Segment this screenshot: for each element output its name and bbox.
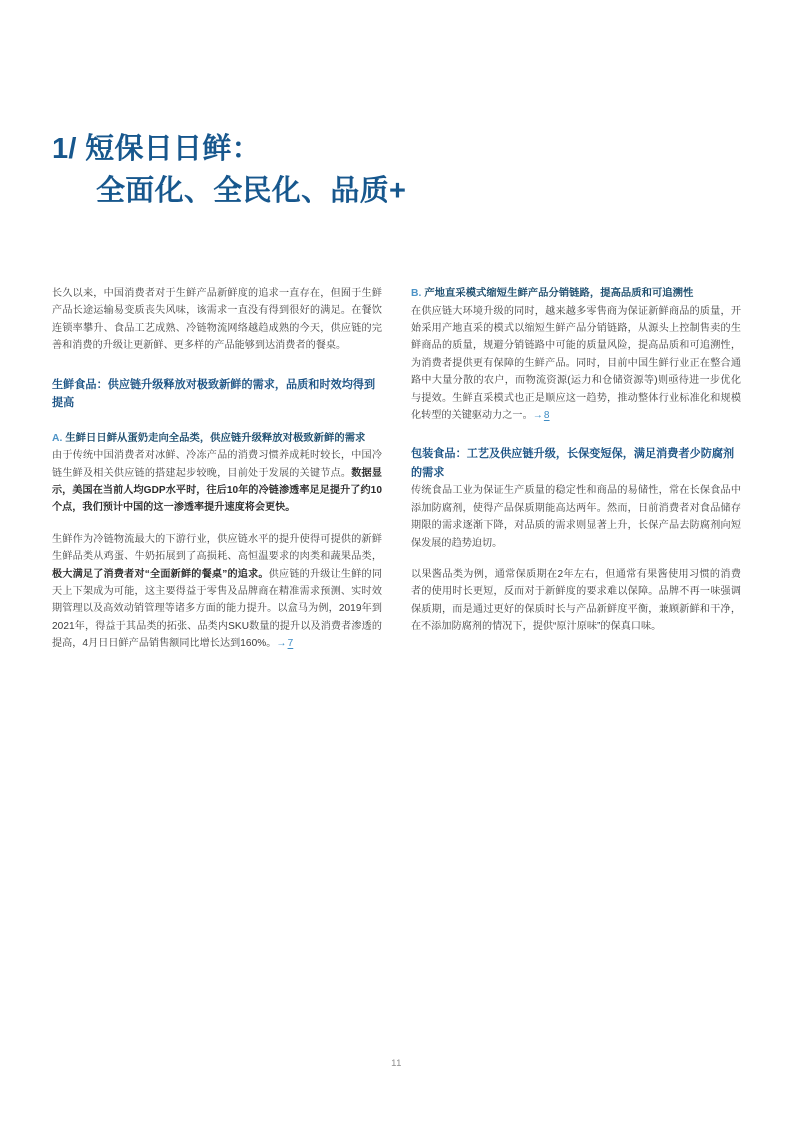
right-column [411, 285, 741, 653]
subsection-heading-b [411, 285, 741, 303]
paragraph-a-bold: 数据显示，美国在当前人均GDP水平时，往后10年的冷链渗透率足足提升了约10个点，我们预计中国的这一渗透率提升速度将会更快。 [52, 467, 382, 514]
paragraph-2-part1: 生鲜作为冷链物流最大的下游行业，供应链水平的提升使得可提供的新鲜生鲜品类从鸡蛋、牛奶拓展到了高损耗、高恒温要求的肉类和蔬果品类， [52, 533, 382, 563]
left-column [52, 285, 382, 653]
subsection-marker-b: B. [411, 288, 422, 299]
subsection-heading-a [52, 430, 382, 448]
content-columns [52, 285, 742, 653]
paragraph-2-part2: 供应链的升级让生鲜的同天上下架成为可能，这主要得益于零售及品牌商在精准需求预测、实时效期管理以及高效动销管理等诸多方面的能力提升。以盒马为例，2019年到2021年，得益于其品类的拓张、品类内SKU数量的提升以及消费者渗透的提高，4月日日鲜产品销售额同比增长达到160%。 [52, 568, 382, 650]
footnote-number-8: 8 [543, 410, 550, 422]
packaged-paragraph-2: 以果酱品类为例，通常保质期在2年左右，但通常有果酱使用习惯的消费者的使用时长更短，反而对于新鲜度的要求难以保障。品牌不再一味强调保质期，而是通过更好的保质时长与产品新鲜度平衡，兼顾新鲜和干净，在不添加防腐剂的情况下，提供“原汁原味”的保真口味。 [411, 569, 741, 633]
packaged-paragraph-1: 传统食品工业为保证生产质量的稳定性和商品的易储性，常在长保食品中添加防腐剂，使得产品保质期能高达两年。然而，日前消费者对食品储存期限的需求逐渐下降，对品质的需求则显著上升，长保产品去防腐剂向短保发展的趋势迫切。 [411, 485, 741, 549]
paragraph-2-bold: 极大满足了消费者对“全面新鲜的餐桌”的追求。 [52, 568, 269, 580]
footnote-link-7[interactable] [276, 638, 293, 649]
section-heading-packaged-food: 包装食品：工艺及供应链升级，长保变短保，满足消费者少防腐剂的需求 [411, 448, 735, 479]
section-heading-fresh-food: 生鲜食品：供应链升级释放对极致新鲜的需求，品质和时效均得到提高 [52, 378, 376, 410]
paragraph-a-body [52, 447, 382, 517]
paragraph-b-text: 在供应链大环境升级的同时，越来越多零售商为保证新鲜商品的质量，开始采用产地直采的模式以缩短生鲜产品分销链路，从源头上控制售卖的生鲜商品的质量，规避分销链路中可能的质量风险，提高品质和可追溯性，为消费者提供更有保障的生鲜产品。同时，目前中国生鲜行业正在整合通路中大量分散的农户，而物流资源(运力和仓储资源等)则亟待进一步优化与提效。生鲜直采模式也正是顺应这一趋势，推动整体行业标准化和规模化转型的关键驱动力之一。 [411, 305, 741, 422]
page-number: 11 [391, 1058, 402, 1069]
arrow-icon: → [532, 410, 543, 422]
page-title [52, 128, 732, 212]
arrow-icon: → [276, 638, 287, 650]
footnote-link-8[interactable] [533, 410, 550, 421]
page-title-line-2: 全面化、全民化、品质+ [96, 175, 407, 207]
subsection-marker-a: A. [52, 432, 63, 444]
paragraph-b-body [411, 303, 741, 425]
paragraph-2-body [52, 531, 382, 653]
paragraph-a-part1: 由于传统中国消费者对冰鲜、冷冻产品的消费习惯养成耗时较长，中国冷链生鲜及相关供应链的搭建起步较晚，目前处于发展的关键节点。 [52, 450, 382, 479]
footnote-number-7: 7 [287, 638, 294, 650]
page-title-line-1: 1/ 短保日日鲜： [52, 133, 261, 165]
subsection-heading-b-text: 产地直采模式缩短生鲜产品分销链路，提高品质和可追溯性 [424, 288, 694, 299]
subsection-heading-a-text: 生鲜日日鲜从蛋奶走向全品类，供应链升级释放对极致新鲜的需求 [65, 432, 366, 444]
intro-paragraph: 长久以来，中国消费者对于生鲜产品新鲜度的追求一直存在，但囿于生鲜产品长途运输易变质丧失风味，该需求一直没有得到很好的满足。在餐饮连锁率攀升、食品工艺成熟、冷链物流网络越趋成熟的今天，供应链的完善和消费的升级让更新鲜、更多样的产品能够到达消费者的餐桌。 [52, 288, 382, 352]
